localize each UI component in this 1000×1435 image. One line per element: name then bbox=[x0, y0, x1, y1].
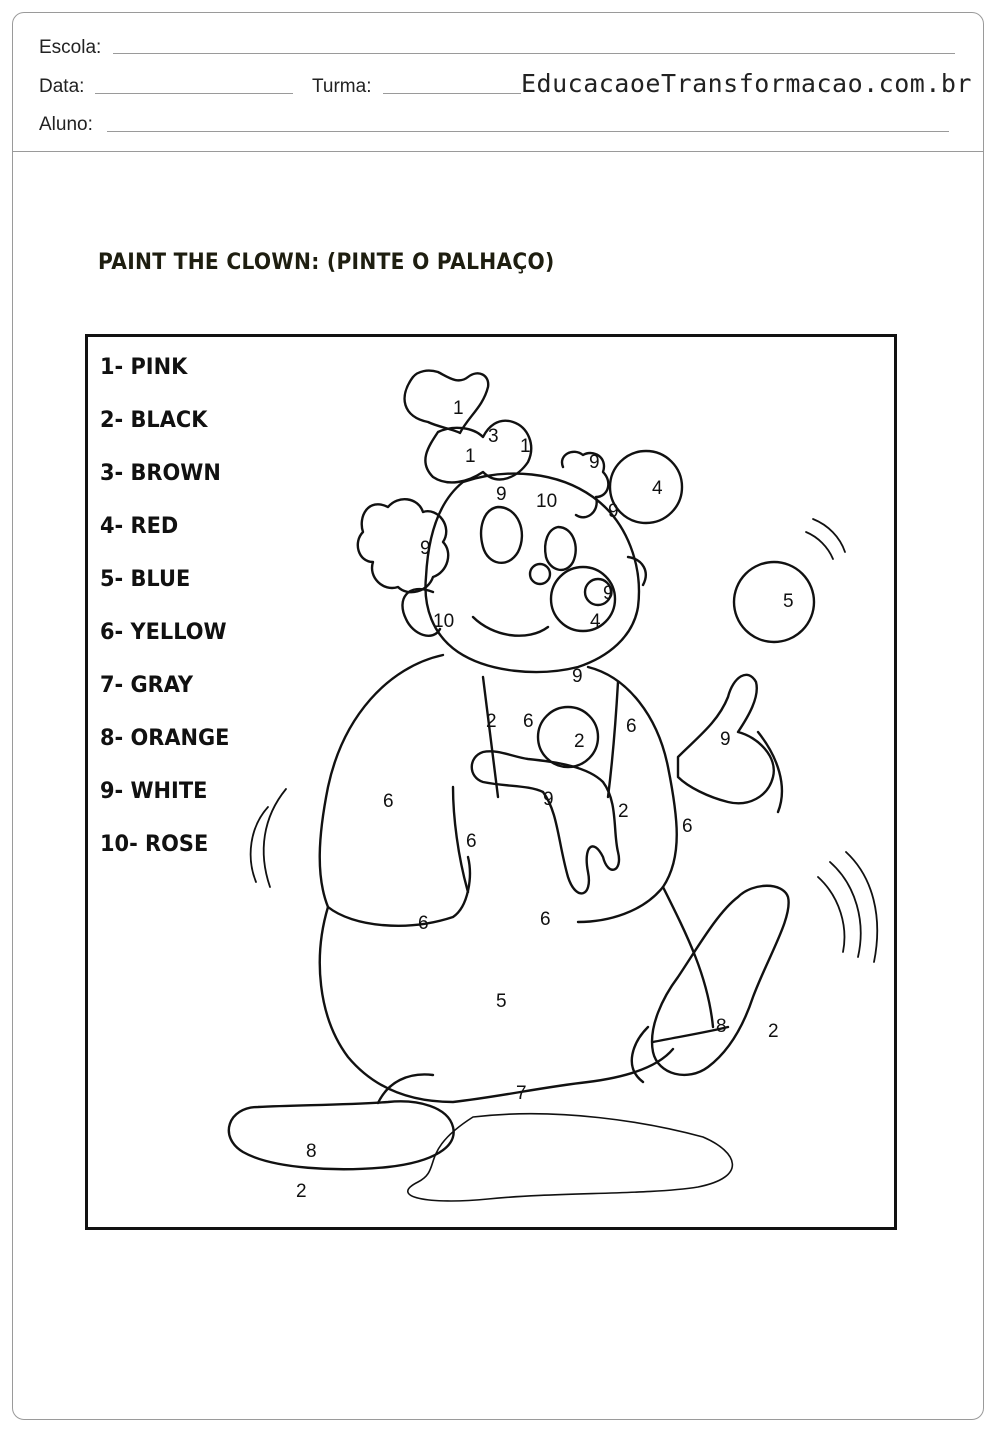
region-number: 6 bbox=[418, 913, 429, 934]
turma-label: Turma: bbox=[312, 76, 372, 97]
legend-item: 1- PINK bbox=[100, 355, 188, 380]
region-number: 9 bbox=[720, 729, 731, 750]
legend-item: 7- GRAY bbox=[100, 673, 194, 698]
region-number: 6 bbox=[682, 816, 693, 837]
region-number: 1 bbox=[453, 398, 464, 419]
region-number: 2 bbox=[486, 711, 497, 732]
coloring-frame bbox=[85, 334, 897, 1230]
region-number: 1 bbox=[520, 436, 531, 457]
aluno-line bbox=[107, 131, 949, 132]
escola-line bbox=[113, 53, 955, 54]
turma-line bbox=[383, 93, 521, 94]
data-line bbox=[95, 93, 293, 94]
region-number: 2 bbox=[296, 1181, 307, 1202]
region-number: 8 bbox=[306, 1141, 317, 1162]
region-number: 6 bbox=[540, 909, 551, 930]
region-number: 9 bbox=[603, 583, 614, 604]
activity-title: PAINT THE CLOWN: (PINTE O PALHAÇO) bbox=[98, 250, 555, 275]
region-number: 9 bbox=[543, 789, 554, 810]
region-number: 6 bbox=[466, 831, 477, 852]
region-number: 5 bbox=[496, 991, 507, 1012]
legend-item: 3- BROWN bbox=[100, 461, 221, 486]
region-number: 5 bbox=[783, 591, 794, 612]
region-number: 6 bbox=[523, 711, 534, 732]
legend-item: 8- ORANGE bbox=[100, 726, 230, 751]
legend-item: 9- WHITE bbox=[100, 779, 208, 804]
region-number: 2 bbox=[574, 731, 585, 752]
legend-item: 5- BLUE bbox=[100, 567, 191, 592]
legend-item: 10- ROSE bbox=[100, 832, 209, 857]
region-number: 4 bbox=[652, 478, 663, 499]
region-number: 4 bbox=[590, 611, 601, 632]
escola-label: Escola: bbox=[39, 37, 102, 58]
region-number: 9 bbox=[589, 452, 600, 473]
region-number: 2 bbox=[768, 1021, 779, 1042]
region-number: 9 bbox=[608, 501, 619, 522]
worksheet-header bbox=[13, 13, 983, 152]
site-url: EducacaoeTransformacao.com.br bbox=[521, 69, 972, 98]
clown-drawing bbox=[88, 337, 894, 1227]
region-number: 9 bbox=[420, 538, 431, 559]
region-number: 10 bbox=[433, 611, 455, 632]
aluno-label: Aluno: bbox=[39, 114, 93, 135]
region-number: 9 bbox=[572, 666, 583, 687]
region-number: 6 bbox=[626, 716, 637, 737]
region-number: 10 bbox=[536, 491, 558, 512]
region-number: 1 bbox=[465, 446, 476, 467]
legend-item: 6- YELLOW bbox=[100, 620, 227, 645]
region-number: 9 bbox=[496, 484, 507, 505]
legend-item: 2- BLACK bbox=[100, 408, 208, 433]
region-number: 3 bbox=[488, 426, 499, 447]
data-label: Data: bbox=[39, 76, 85, 97]
region-number: 7 bbox=[516, 1083, 527, 1104]
region-number: 8 bbox=[716, 1016, 727, 1037]
region-number: 6 bbox=[383, 791, 394, 812]
legend-item: 4- RED bbox=[100, 514, 179, 539]
region-number: 2 bbox=[618, 801, 629, 822]
